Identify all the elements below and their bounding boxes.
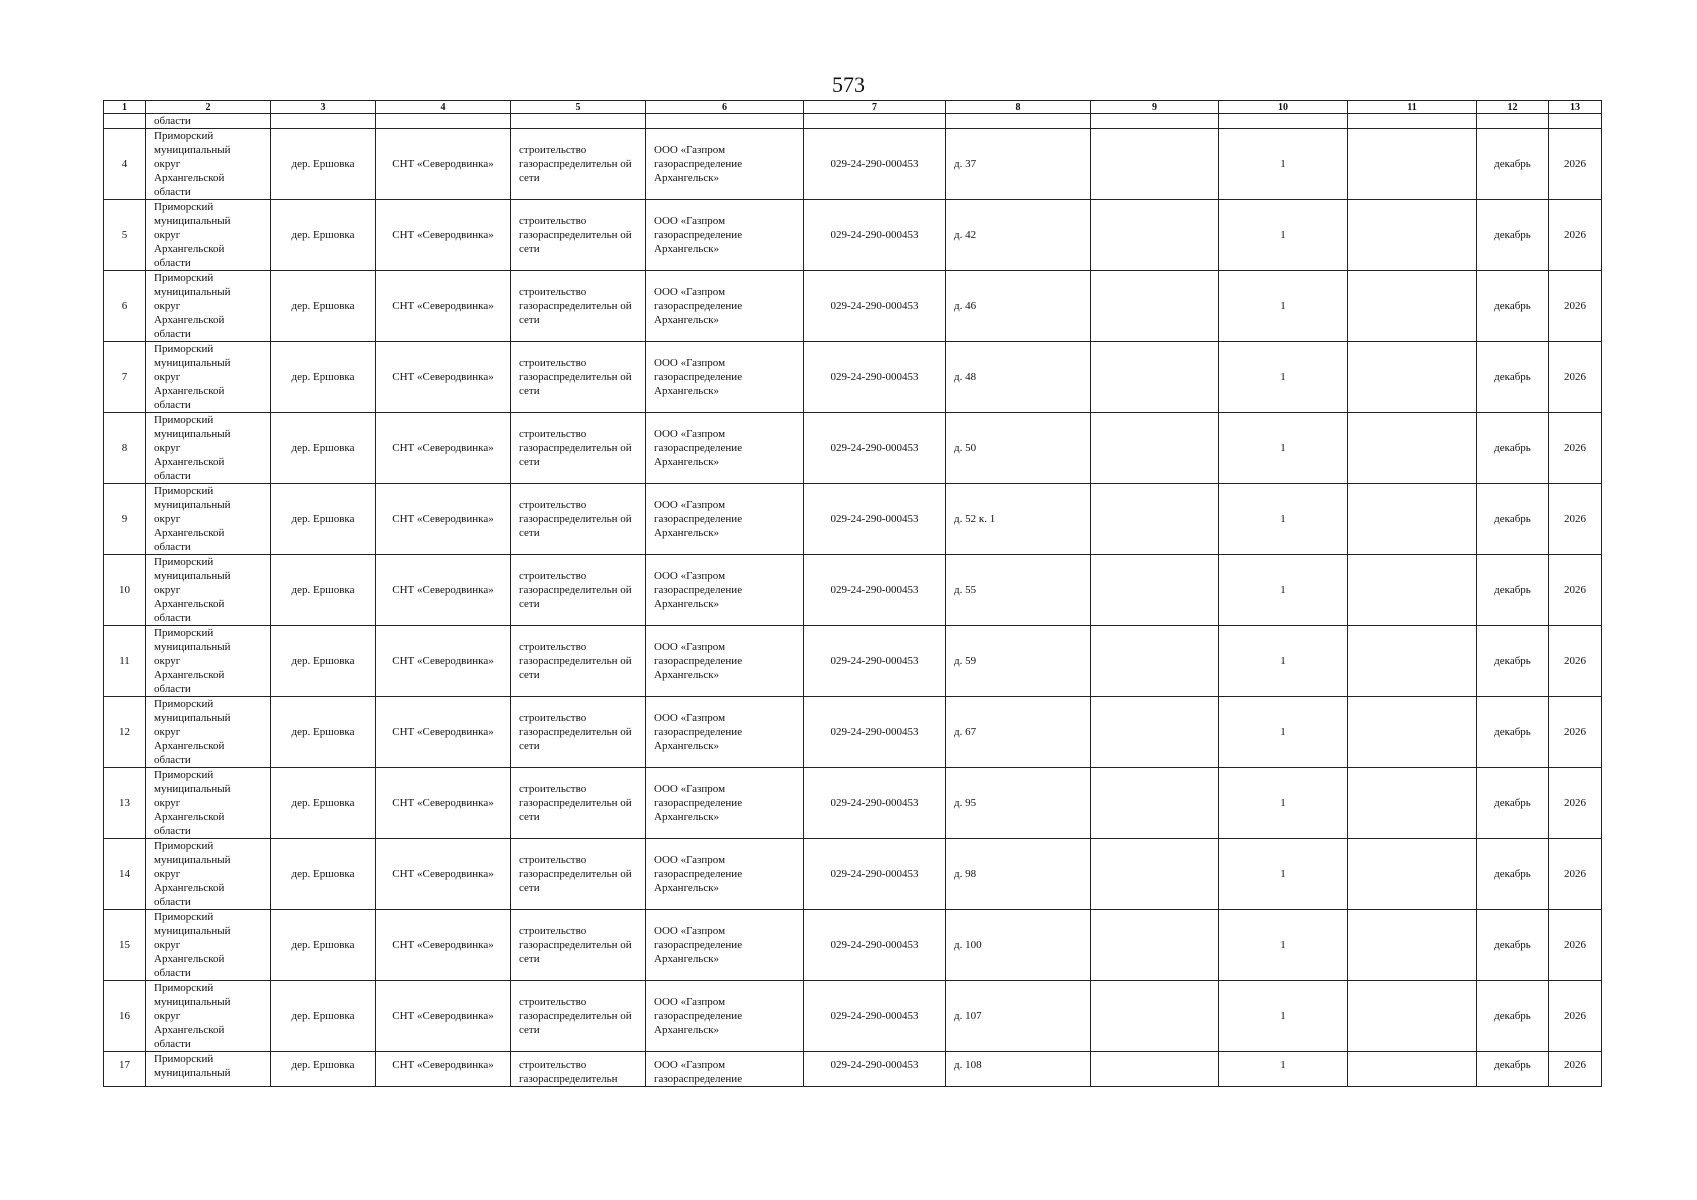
settlement-cell: дер. Ершовка xyxy=(271,697,376,768)
count-cell: 1 xyxy=(1219,839,1348,910)
table-row xyxy=(104,129,1602,200)
municipality-cell: Приморский муниципальный округ Архангельской области xyxy=(146,200,271,271)
column-number: 11 xyxy=(1348,101,1477,114)
settlement-cell: дер. Ершовка xyxy=(271,555,376,626)
month-cell: декабрь xyxy=(1477,200,1549,271)
year-cell: 2026 xyxy=(1549,981,1602,1052)
work-type-cell: строительство газораспределительн ой сети xyxy=(511,484,646,555)
organization-cell: ООО «Газпром газораспределение Архангельск» xyxy=(646,200,804,271)
column-9-cell xyxy=(1091,342,1219,413)
house-number-cell: д. 108 xyxy=(946,1052,1091,1087)
snt-cell: СНТ «Северодвинка» xyxy=(376,768,511,839)
table-row xyxy=(104,271,1602,342)
column-number: 6 xyxy=(646,101,804,114)
code-cell: 029-24-290-000453 xyxy=(804,484,946,555)
code-cell: 029-24-290-000453 xyxy=(804,981,946,1052)
count-cell: 1 xyxy=(1219,129,1348,200)
house-number-cell: д. 67 xyxy=(946,697,1091,768)
count-cell: 1 xyxy=(1219,271,1348,342)
settlement-cell: дер. Ершовка xyxy=(271,271,376,342)
settlement-cell: дер. Ершовка xyxy=(271,413,376,484)
municipality-cell: Приморский муниципальный округ Архангельской области xyxy=(146,413,271,484)
table-cell xyxy=(271,114,376,129)
row-number-cell: 7 xyxy=(104,342,146,413)
continued-municipality-cell: области xyxy=(146,114,271,129)
snt-cell: СНТ «Северодвинка» xyxy=(376,200,511,271)
settlement-cell: дер. Ершовка xyxy=(271,910,376,981)
year-cell: 2026 xyxy=(1549,839,1602,910)
snt-cell: СНТ «Северодвинка» xyxy=(376,839,511,910)
table-cell xyxy=(511,114,646,129)
year-cell: 2026 xyxy=(1549,129,1602,200)
year-cell: 2026 xyxy=(1549,484,1602,555)
snt-cell: СНТ «Северодвинка» xyxy=(376,129,511,200)
year-cell: 2026 xyxy=(1549,271,1602,342)
column-11-cell xyxy=(1348,910,1477,981)
house-number-cell: д. 46 xyxy=(946,271,1091,342)
table-cell xyxy=(1091,114,1219,129)
work-type-cell: строительство газораспределительн ой сети xyxy=(511,626,646,697)
table-cell xyxy=(1348,114,1477,129)
snt-cell: СНТ «Северодвинка» xyxy=(376,271,511,342)
column-9-cell xyxy=(1091,200,1219,271)
column-11-cell xyxy=(1348,626,1477,697)
house-number-cell: д. 107 xyxy=(946,981,1091,1052)
code-cell: 029-24-290-000453 xyxy=(804,271,946,342)
row-number-cell: 10 xyxy=(104,555,146,626)
house-number-cell: д. 95 xyxy=(946,768,1091,839)
row-number-cell: 4 xyxy=(104,129,146,200)
organization-cell: ООО «Газпром газораспределение Архангельск» xyxy=(646,839,804,910)
work-type-cell: строительство газораспределительн ой сети xyxy=(511,200,646,271)
code-cell: 029-24-290-000453 xyxy=(804,200,946,271)
column-11-cell xyxy=(1348,697,1477,768)
column-number: 4 xyxy=(376,101,511,114)
year-cell: 2026 xyxy=(1549,910,1602,981)
row-number-cell: 16 xyxy=(104,981,146,1052)
column-11-cell xyxy=(1348,839,1477,910)
month-cell: декабрь xyxy=(1477,1052,1549,1087)
snt-cell: СНТ «Северодвинка» xyxy=(376,697,511,768)
count-cell: 1 xyxy=(1219,981,1348,1052)
count-cell: 1 xyxy=(1219,484,1348,555)
organization-cell: ООО «Газпром газораспределение xyxy=(646,1052,804,1087)
municipality-cell: Приморский муниципальный xyxy=(146,1052,271,1087)
table-row xyxy=(104,839,1602,910)
year-cell: 2026 xyxy=(1549,342,1602,413)
table-cell xyxy=(104,114,146,129)
settlement-cell: дер. Ершовка xyxy=(271,768,376,839)
row-number-cell: 14 xyxy=(104,839,146,910)
municipality-cell: Приморский муниципальный округ Архангельской области xyxy=(146,484,271,555)
snt-cell: СНТ «Северодвинка» xyxy=(376,910,511,981)
count-cell: 1 xyxy=(1219,626,1348,697)
year-cell: 2026 xyxy=(1549,1052,1602,1087)
table-row xyxy=(104,626,1602,697)
column-number: 10 xyxy=(1219,101,1348,114)
code-cell: 029-24-290-000453 xyxy=(804,839,946,910)
house-number-cell: д. 55 xyxy=(946,555,1091,626)
settlement-cell: дер. Ершовка xyxy=(271,981,376,1052)
organization-cell: ООО «Газпром газораспределение Архангельск» xyxy=(646,555,804,626)
row-number-cell: 9 xyxy=(104,484,146,555)
column-11-cell xyxy=(1348,981,1477,1052)
column-number: 2 xyxy=(146,101,271,114)
work-type-cell: строительство газораспределительн ой сети xyxy=(511,768,646,839)
snt-cell: СНТ «Северодвинка» xyxy=(376,342,511,413)
organization-cell: ООО «Газпром газораспределение Архангельск» xyxy=(646,626,804,697)
code-cell: 029-24-290-000453 xyxy=(804,555,946,626)
house-number-cell: д. 100 xyxy=(946,910,1091,981)
row-number-cell: 5 xyxy=(104,200,146,271)
code-cell: 029-24-290-000453 xyxy=(804,1052,946,1087)
code-cell: 029-24-290-000453 xyxy=(804,697,946,768)
year-cell: 2026 xyxy=(1549,413,1602,484)
house-number-cell: д. 98 xyxy=(946,839,1091,910)
organization-cell: ООО «Газпром газораспределение Архангельск» xyxy=(646,484,804,555)
column-9-cell xyxy=(1091,129,1219,200)
table-row xyxy=(104,910,1602,981)
month-cell: декабрь xyxy=(1477,626,1549,697)
row-number-cell: 17 xyxy=(104,1052,146,1087)
month-cell: декабрь xyxy=(1477,271,1549,342)
code-cell: 029-24-290-000453 xyxy=(804,413,946,484)
column-11-cell xyxy=(1348,1052,1477,1087)
work-type-cell: строительство газораспределительн ой сети xyxy=(511,129,646,200)
column-number: 12 xyxy=(1477,101,1549,114)
column-11-cell xyxy=(1348,200,1477,271)
count-cell: 1 xyxy=(1219,768,1348,839)
column-11-cell xyxy=(1348,413,1477,484)
column-9-cell xyxy=(1091,768,1219,839)
work-type-cell: строительство газораспределительн ой сети xyxy=(511,271,646,342)
row-number-cell: 12 xyxy=(104,697,146,768)
row-number-cell: 6 xyxy=(104,271,146,342)
code-cell: 029-24-290-000453 xyxy=(804,342,946,413)
column-9-cell xyxy=(1091,1052,1219,1087)
column-number: 9 xyxy=(1091,101,1219,114)
house-number-cell: д. 42 xyxy=(946,200,1091,271)
snt-cell: СНТ «Северодвинка» xyxy=(376,555,511,626)
snt-cell: СНТ «Северодвинка» xyxy=(376,981,511,1052)
municipality-cell: Приморский муниципальный округ Архангельской области xyxy=(146,910,271,981)
column-11-cell xyxy=(1348,271,1477,342)
column-number: 7 xyxy=(804,101,946,114)
table-row xyxy=(104,484,1602,555)
organization-cell: ООО «Газпром газораспределение Архангельск» xyxy=(646,768,804,839)
column-11-cell xyxy=(1348,555,1477,626)
table-cell xyxy=(376,114,511,129)
municipality-cell: Приморский муниципальный округ Архангельской области xyxy=(146,839,271,910)
house-number-cell: д. 50 xyxy=(946,413,1091,484)
municipality-cell: Приморский муниципальный округ Архангельской области xyxy=(146,555,271,626)
count-cell: 1 xyxy=(1219,555,1348,626)
month-cell: декабрь xyxy=(1477,768,1549,839)
table-row xyxy=(104,342,1602,413)
settlement-cell: дер. Ершовка xyxy=(271,200,376,271)
work-type-cell: строительство газораспределительн ой сети xyxy=(511,342,646,413)
work-type-cell: строительство газораспределительн ой сети xyxy=(511,555,646,626)
table-row xyxy=(104,200,1602,271)
table-row-partial xyxy=(104,1052,1602,1087)
house-number-cell: д. 52 к. 1 xyxy=(946,484,1091,555)
municipality-cell: Приморский муниципальный округ Архангельской области xyxy=(146,129,271,200)
code-cell: 029-24-290-000453 xyxy=(804,910,946,981)
count-cell: 1 xyxy=(1219,1052,1348,1087)
table-cell xyxy=(946,114,1091,129)
column-11-cell xyxy=(1348,484,1477,555)
work-type-cell: строительство газораспределительн ой сети xyxy=(511,910,646,981)
snt-cell: СНТ «Северодвинка» xyxy=(376,413,511,484)
year-cell: 2026 xyxy=(1549,555,1602,626)
column-9-cell xyxy=(1091,555,1219,626)
code-cell: 029-24-290-000453 xyxy=(804,626,946,697)
house-number-cell: д. 59 xyxy=(946,626,1091,697)
work-type-cell: строительство газораспределительн ой сети xyxy=(511,413,646,484)
house-number-cell: д. 37 xyxy=(946,129,1091,200)
column-number: 8 xyxy=(946,101,1091,114)
page-number: 573 xyxy=(832,72,865,97)
column-number: 3 xyxy=(271,101,376,114)
row-number-cell: 11 xyxy=(104,626,146,697)
column-9-cell xyxy=(1091,484,1219,555)
column-11-cell xyxy=(1348,342,1477,413)
municipality-cell: Приморский муниципальный округ Архангельской области xyxy=(146,768,271,839)
municipality-cell: Приморский муниципальный округ Архангельской области xyxy=(146,271,271,342)
snt-cell: СНТ «Северодвинка» xyxy=(376,484,511,555)
month-cell: декабрь xyxy=(1477,413,1549,484)
month-cell: декабрь xyxy=(1477,697,1549,768)
settlement-cell: дер. Ершовка xyxy=(271,129,376,200)
organization-cell: ООО «Газпром газораспределение Архангельск» xyxy=(646,697,804,768)
row-number-cell: 15 xyxy=(104,910,146,981)
count-cell: 1 xyxy=(1219,342,1348,413)
snt-cell: СНТ «Северодвинка» xyxy=(376,626,511,697)
settlement-cell: дер. Ершовка xyxy=(271,342,376,413)
settlement-cell: дер. Ершовка xyxy=(271,1052,376,1087)
table-row xyxy=(104,768,1602,839)
code-cell: 029-24-290-000453 xyxy=(804,768,946,839)
count-cell: 1 xyxy=(1219,200,1348,271)
organization-cell: ООО «Газпром газораспределение Архангельск» xyxy=(646,910,804,981)
table-cell xyxy=(1219,114,1348,129)
work-type-cell: строительство газораспределительн ой сети xyxy=(511,981,646,1052)
column-9-cell xyxy=(1091,981,1219,1052)
month-cell: декабрь xyxy=(1477,129,1549,200)
month-cell: декабрь xyxy=(1477,555,1549,626)
organization-cell: ООО «Газпром газораспределение Архангельск» xyxy=(646,342,804,413)
municipality-cell: Приморский муниципальный округ Архангельской области xyxy=(146,981,271,1052)
column-9-cell xyxy=(1091,910,1219,981)
row-number-cell: 8 xyxy=(104,413,146,484)
table-cell xyxy=(646,114,804,129)
count-cell: 1 xyxy=(1219,697,1348,768)
column-9-cell xyxy=(1091,413,1219,484)
snt-cell: СНТ «Северодвинка» xyxy=(376,1052,511,1087)
column-number-row xyxy=(104,101,1602,114)
year-cell: 2026 xyxy=(1549,697,1602,768)
settlement-cell: дер. Ершовка xyxy=(271,484,376,555)
column-number: 13 xyxy=(1549,101,1602,114)
column-11-cell xyxy=(1348,129,1477,200)
month-cell: декабрь xyxy=(1477,910,1549,981)
continued-row xyxy=(104,114,1602,129)
table-cell xyxy=(804,114,946,129)
year-cell: 2026 xyxy=(1549,768,1602,839)
settlement-cell: дер. Ершовка xyxy=(271,839,376,910)
table-cell xyxy=(1549,114,1602,129)
table-row xyxy=(104,981,1602,1052)
column-9-cell xyxy=(1091,839,1219,910)
code-cell: 029-24-290-000453 xyxy=(804,129,946,200)
table-row xyxy=(104,555,1602,626)
column-number: 1 xyxy=(104,101,146,114)
work-type-cell: строительство газораспределительн ой сети xyxy=(511,839,646,910)
municipality-cell: Приморский муниципальный округ Архангельской области xyxy=(146,342,271,413)
municipality-cell: Приморский муниципальный округ Архангельской области xyxy=(146,697,271,768)
column-9-cell xyxy=(1091,626,1219,697)
column-11-cell xyxy=(1348,768,1477,839)
month-cell: декабрь xyxy=(1477,839,1549,910)
organization-cell: ООО «Газпром газораспределение Архангельск» xyxy=(646,129,804,200)
table-row xyxy=(104,697,1602,768)
year-cell: 2026 xyxy=(1549,626,1602,697)
month-cell: декабрь xyxy=(1477,342,1549,413)
column-9-cell xyxy=(1091,271,1219,342)
registry-table xyxy=(103,100,1602,1087)
house-number-cell: д. 48 xyxy=(946,342,1091,413)
column-9-cell xyxy=(1091,697,1219,768)
row-number-cell: 13 xyxy=(104,768,146,839)
month-cell: декабрь xyxy=(1477,484,1549,555)
organization-cell: ООО «Газпром газораспределение Архангельск» xyxy=(646,981,804,1052)
count-cell: 1 xyxy=(1219,910,1348,981)
organization-cell: ООО «Газпром газораспределение Архангельск» xyxy=(646,413,804,484)
table-row xyxy=(104,413,1602,484)
work-type-cell: строительство газораспределительн xyxy=(511,1052,646,1087)
month-cell: декабрь xyxy=(1477,981,1549,1052)
organization-cell: ООО «Газпром газораспределение Архангельск» xyxy=(646,271,804,342)
year-cell: 2026 xyxy=(1549,200,1602,271)
count-cell: 1 xyxy=(1219,413,1348,484)
column-number: 5 xyxy=(511,101,646,114)
table-cell xyxy=(1477,114,1549,129)
municipality-cell: Приморский муниципальный округ Архангельской области xyxy=(146,626,271,697)
settlement-cell: дер. Ершовка xyxy=(271,626,376,697)
work-type-cell: строительство газораспределительн ой сети xyxy=(511,697,646,768)
